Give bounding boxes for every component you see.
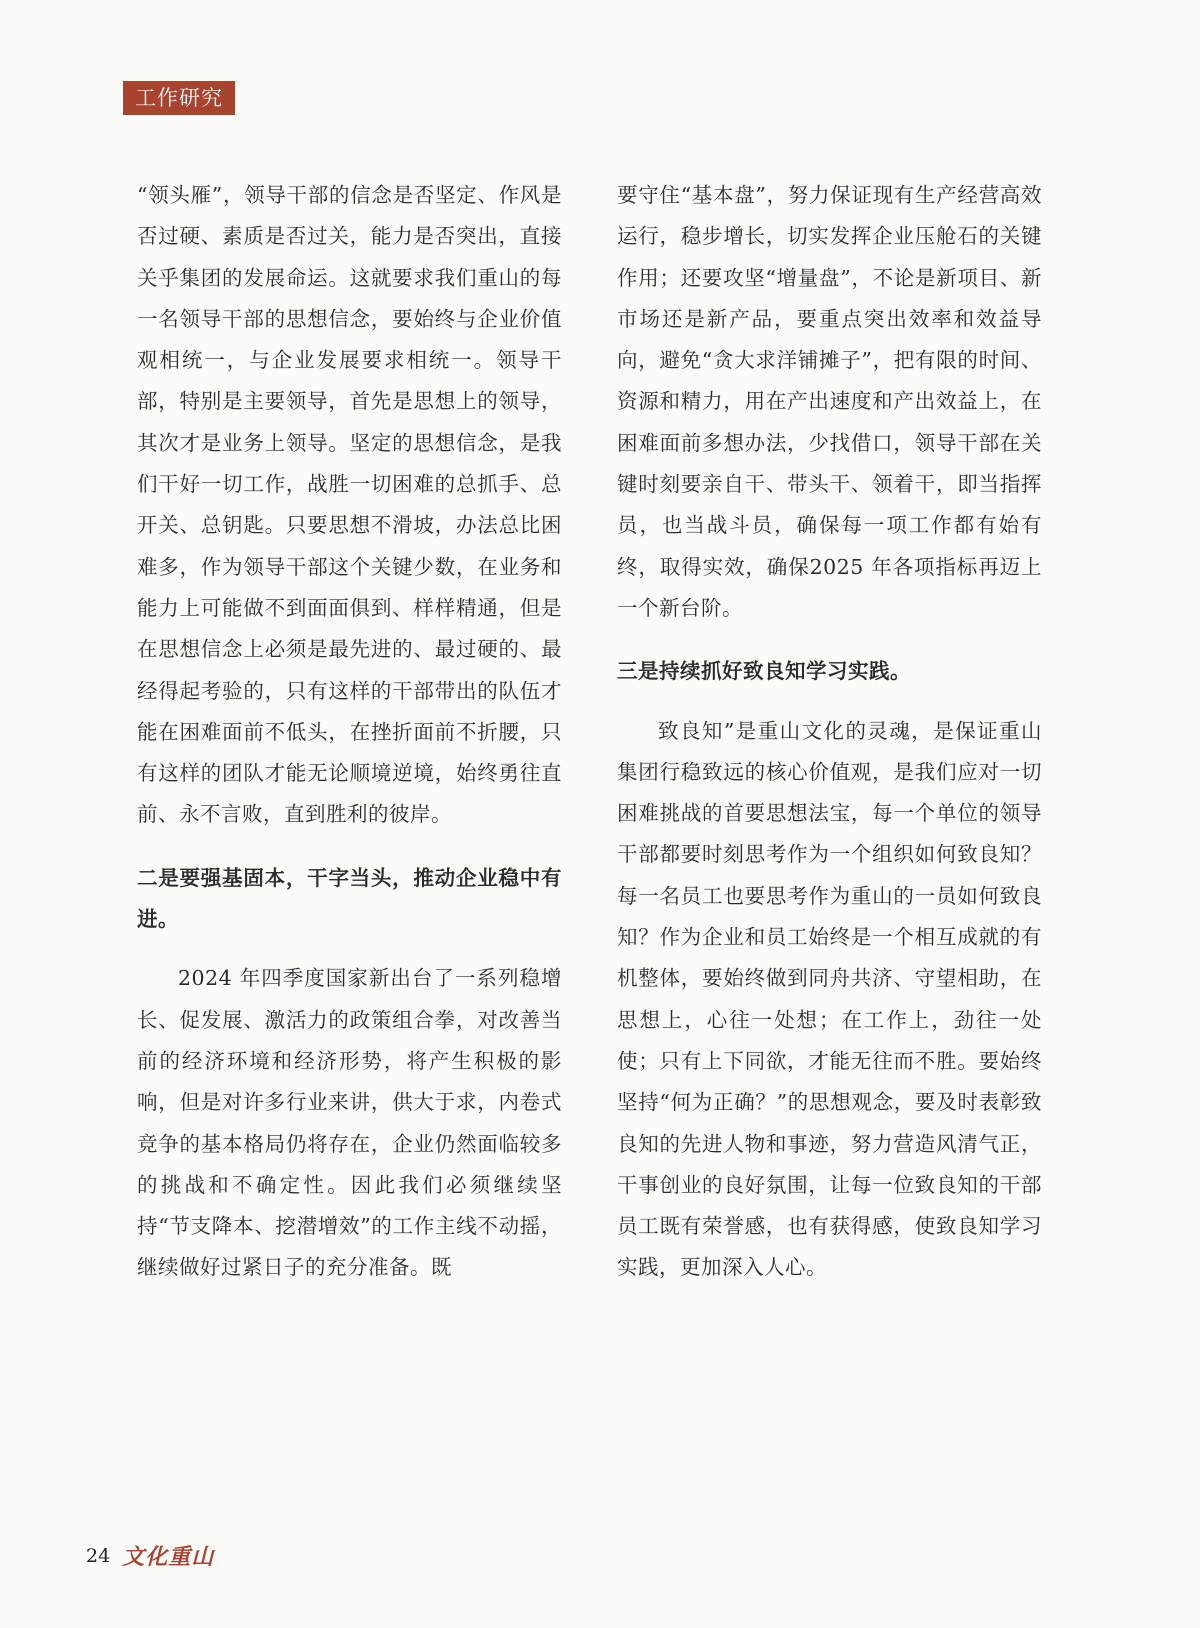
left-column xyxy=(137,175,562,1289)
page-number: 24 xyxy=(86,1544,111,1567)
section-tag: 工作研究 xyxy=(123,81,235,115)
left-paragraph-2: 2024 年四季度国家新出台了一系列稳增长、促发展、激活力的政策组合拳，对改善当前的经济环境和经济形势，将产生积极的影响，但是对许多行业来讲，供大于求，内卷式竞争的基本格局仍将存在，企业仍然面临较多的挑战和不确定性。因此我们必须继续坚持“节支降本、挖潜增效”的工作主线不动摇，继续做好过紧日子的充分准备。既 xyxy=(137,966,562,1280)
magazine-logo: 文化重山 xyxy=(122,1544,215,1570)
page-footer xyxy=(86,1540,214,1571)
right-paragraph-1: 要守住“基本盘”，努力保证现有生产经营高效运行，稳步增长，切实发挥企业压舱石的关键作用；还要攻坚“增量盘”，不论是新项目、新市场还是新产品，要重点突出效率和效益导向，避免“贪大求洋铺摊子”，把有限的时间、资源和精力，用在产出速度和产出效益上，在困难面前多想办法，少找借口，领导干部在关键时刻要亲自干、带头干、领着干，即当指挥员，也当战斗员，确保每一项工作都有始有终，取得实效，确保2025 年各项指标再迈上一个新台阶。 xyxy=(617,183,1042,620)
section-heading-3: 三是持续抓好致良知学习实践。 xyxy=(617,659,911,684)
right-column xyxy=(617,175,1042,1289)
right-paragraph-2: 致良知”是重山文化的灵魂，是保证重山集团行稳致远的核心价值观，是我们应对一切困难挑战的首要思想法宝，每一个单位的领导干部都要时刻思考作为一个组织如何致良知？每一名员工也要思考作为重山的一员如何致良知？作为企业和员工始终是一个相互成就的有机整体，要始终做到同舟共济、守望相助，在思想上，心往一处想；在工作上，劲往一处使；只有上下同欲，才能无往而不胜。要始终坚持“何为正确？”的思想观念，要及时表彰致良知的先进人物和事迹，努力营造风清气正，干事创业的良好氛围，让每一位致良知的干部员工既有荣誉感，也有获得感，使致良知学习实践，更加深入人心。 xyxy=(617,718,1042,1280)
section-heading-2: 二是要强基固本，干字当头，推动企业稳中有进。 xyxy=(137,865,562,932)
left-paragraph-1: “领头雁”，领导干部的信念是否坚定、作风是否过硬、素质是否过关，能力是否突出，直接关乎集团的发展命运。这就要求我们重山的每一名领导干部的思想信念，要始终与企业价值观相统一，与企业发展要求相统一。领导干部，特别是主要领导，首先是思想上的领导，其次才是业务上领导。坚定的思想信念，是我们干好一切工作，战胜一切困难的总抓手、总开关、总钥匙。只要思想不滑坡，办法总比困难多，作为领导干部这个关键少数，在业务和能力上可能做不到面面俱到、样样精通，但是在思想信念上必须是最先进的、最过硬的、最经得起考验的，只有这样的干部带出的队伍才能在困难面前不低头，在挫折面前不折腰，只有这样的团队才能无论顺境逆境，始终勇往直前、永不言败，直到胜利的彼岸。 xyxy=(137,183,562,827)
